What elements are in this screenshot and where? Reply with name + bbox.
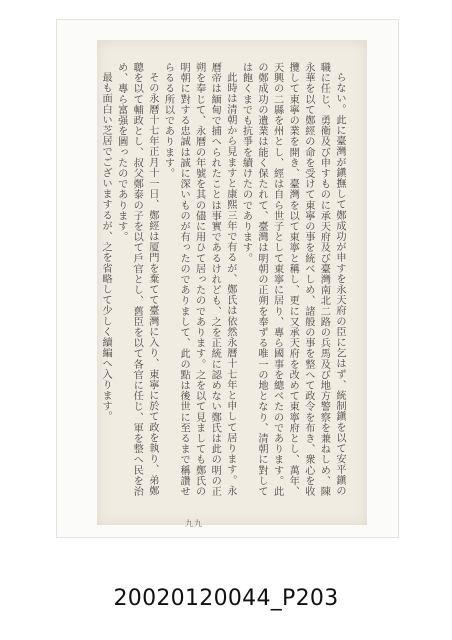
paragraph-1: らない。此に臺灣が鎭撫して鄭成功が申すを永天府の臣に乞はず、統制鎭を以て安平鎭の職に任じ、勇衛及び申すものに承天府及び臺灣南北二路の兵馬及び地方警察を兼ねしめ、陳永華を以て鄭經の命を受けて東寧の事を統べしめ、諸般の事を整へて政令を布き、衆心を收攬して東寧の業を開き、臺灣を以て東寧と稱し、更に又承天府を改めて東寧府とし、萬年、天興の二縣を州とし、經は自ら世子として東寧に居り、專ら國事を總べたのであります。此の鄭成功の遺業は能く保たれて、臺灣は明朝の正朔を奉ずる唯一の地となり、清朝に對しては飽くまでも抗爭を續けたのであります。	[240, 62, 345, 497]
scan-frame	[56, 19, 399, 538]
vertical-text-block	[100, 62, 347, 502]
paragraph-2: 此時は清朝から見ますと康熙三年で有るが、鄭氏は依然永曆十七年と申して居ります。永曆帝は緬甸で捕へられたことは事實であるけれども、之を正統に認めない鄭氏は此の明の正朔を奉じて、永曆の年號を其の儘に用ひて居ったのであります。之を以て見ましても鄭氏の明朝に對する忠誠は誠に深いものが有ったのでありまして、此の點は後世に至るまで稱讚せらるる所以であります。	[162, 62, 236, 497]
paragraph-4: 最も面白い芝居でございまするが、之を省略して少しく續編へ入ります。	[100, 72, 112, 422]
paragraph-3: その永曆十七年正月十一日、鄭經は厦門を棄てて臺灣に入り、東寧に於て政を執り、弟鄭聰を以て輔政とし、叔父鄭泰の子を以て戶官とし、舊臣を以て各官に任じ、軍を整へ民を治め、專ら富强を圖ったのであります。	[115, 62, 158, 497]
image-caption: 20020120044_P203	[113, 586, 339, 611]
book-page	[97, 40, 367, 528]
page-number: 九九	[185, 519, 203, 528]
